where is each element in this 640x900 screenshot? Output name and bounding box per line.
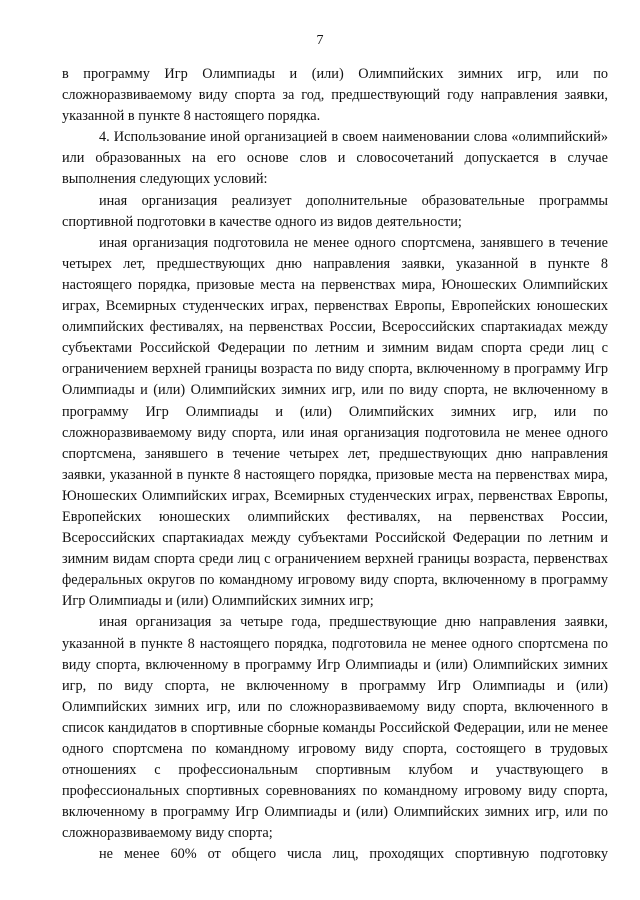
document-body: [62, 64, 608, 866]
paragraph-item-4: 4. Использование иной организацией в своем наименовании слова «олимпийский» или образованных на его основе слов и словосочетаний допускается в случае выполнения следующих условий:: [62, 129, 608, 188]
paragraph-condition-programs: иная организация реализует дополнительные образовательные программы спортивной подготовки в качестве одного из видов деятельности;: [62, 192, 608, 230]
paragraph-condition-percentage: не менее 60% от общего числа лиц, проходящих спортивную подготовку: [99, 846, 608, 863]
paragraph-condition-candidates: иная организация за четыре года, предшествующие дню направления заявки, указанной в пункте 8 настоящего порядка, подготовила не менее одного спортсмена по виду спорта, включенному в программу Игр Олимпиады и (или) Олимпийских зимних игр, по виду спорта, не включенному в программу Игр Олимпиады и (или) Олимпийских зимних игр, или по сложноразвиваемому виду спорта, включенного в список кандидатов в спортивные сборные команды Российской Федерации, или не менее одного спортсмена по командному игровому виду спорта, состоящего в трудовых отношениях с профессиональным спортивным клубом и участвующего в профессиональных спортивных соревнованиях по командному игровому виду спорта, включенному в программу Игр Олимпиады и (или) Олимпийских зимних игр, или по сложноразвиваемому виду спорта;: [62, 614, 608, 842]
page-number: 7: [316, 33, 324, 48]
paragraph-continuation: в программу Игр Олимпиады и (или) Олимпийских зимних игр, или по сложноразвиваемому виду спорта за год, предшествующий году направления заявки, указанной в пункте 8 настоящего порядка.: [62, 66, 608, 125]
paragraph-condition-prize-winners: иная организация подготовила не менее одного спортсмена, занявшего в течение четырех лет, предшествующих дню направления заявки, указанной в пункте 8 настоящего порядка, призовые места на первенствах мира, Юношеских Олимпийских играх, Всемирных студенческих играх, первенствах Европы, Европейских юношеских олимпийских фестивалях, на первенствах России, Всероссийских спартакиадах между субъектами Российской Федерации по летним и зимним видам спорта среди лиц с ограничением верхней границы возраста по виду спорта, включенному в программу Игр Олимпиады и (или) Олимпийских зимних игр, или по виду спорта, не включенному в программу Игр Олимпиады и (или) Олимпийских зимних игр, или по сложноразвиваемому виду спорта, или иная организация подготовила не менее одного спортсмена, занявшего в течение четырех лет, предшествующих дню направления заявки, указанной в пункте 8 настоящего порядка, призовые места на первенствах мира, Юношеских Олимпийских играх, Всемирных студенческих играх, первенствах Европы, Европейских юношеских олимпийских фестивалях, на первенствах России, Всероссийских спартакиадах между субъектами Российской Федерации по летним и зимним видам спорта среди лиц с ограничением верхней границы возраста, первенствах федеральных округов по командному игровому виду спорта, включенному в программу Игр Олимпиады и (или) Олимпийских зимних игр;: [62, 234, 608, 610]
